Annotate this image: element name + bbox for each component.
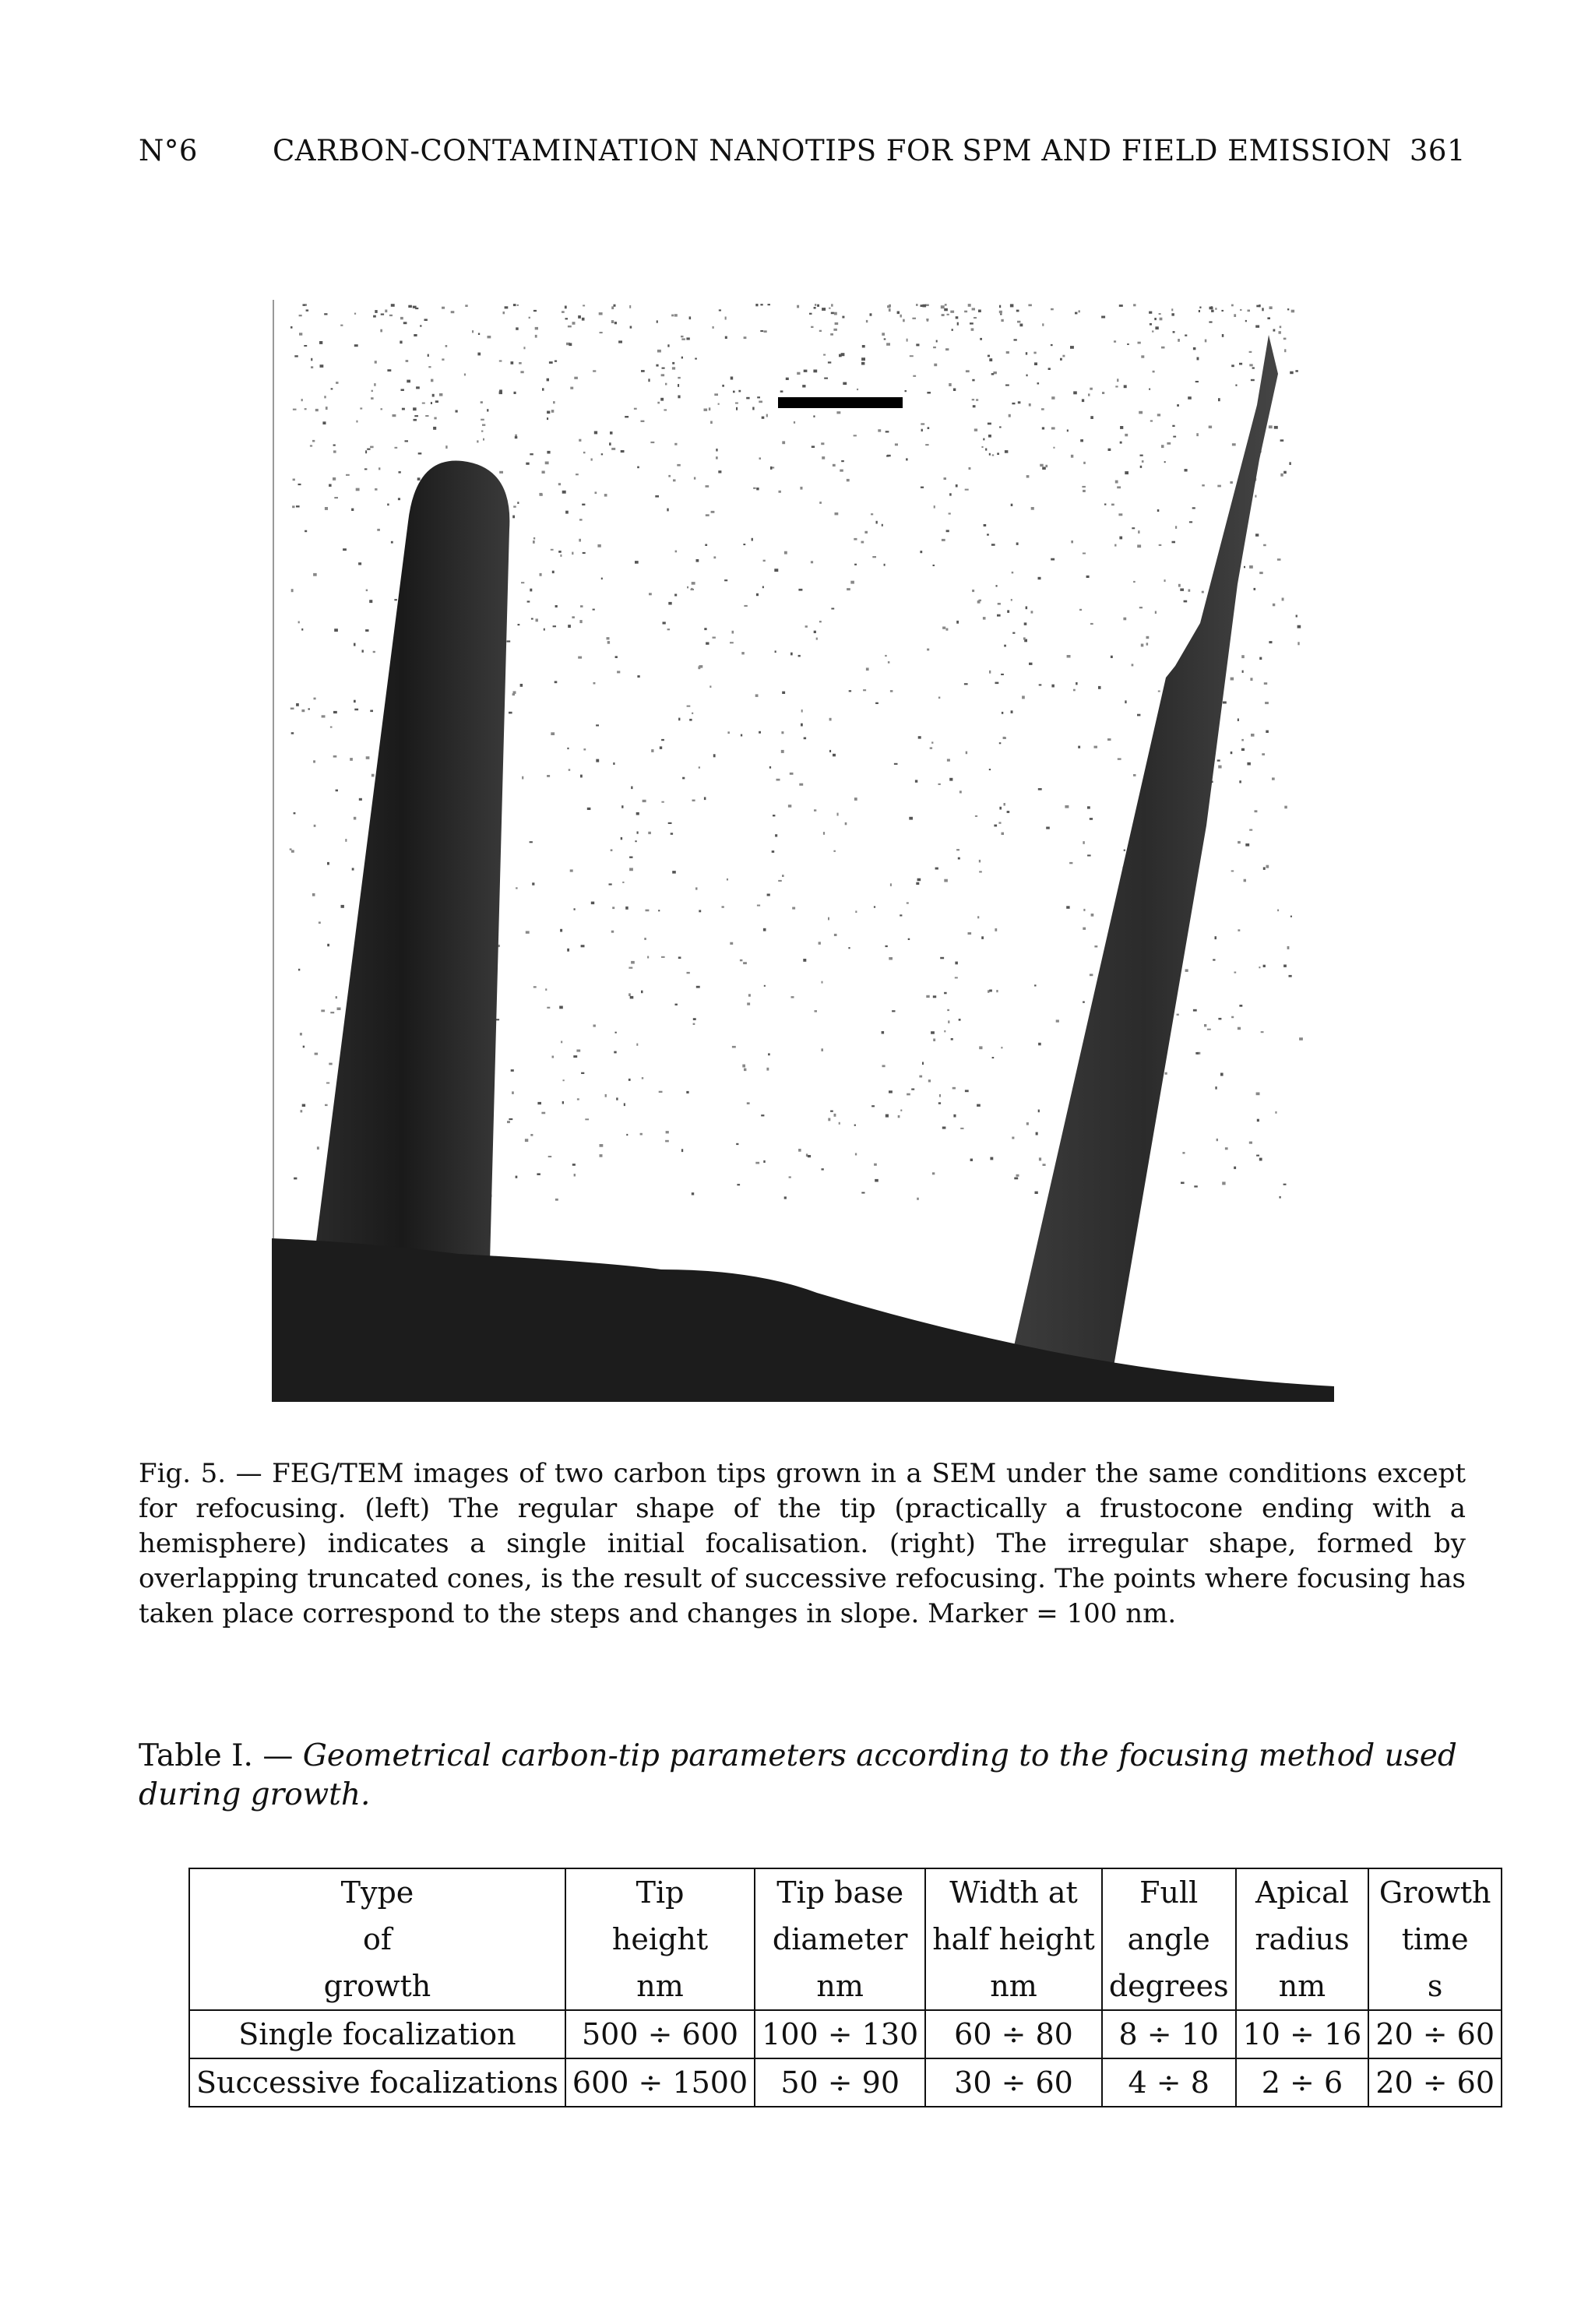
table-header-cell: Type — [189, 1868, 565, 1916]
table-header-cell: Growth — [1368, 1868, 1502, 1916]
table-cell: 60 ÷ 80 — [925, 2010, 1102, 2058]
table-header-cell: s — [1368, 1963, 1502, 2010]
table-header-row — [189, 1963, 1502, 2010]
table-header-cell: radius — [1236, 1916, 1369, 1963]
table-cell: 500 ÷ 600 — [565, 2010, 755, 2058]
table-cell: 100 ÷ 130 — [755, 2010, 925, 2058]
table-cell: 20 ÷ 60 — [1368, 2058, 1502, 2107]
running-header — [139, 134, 1466, 178]
table-header-cell: Tip — [565, 1868, 755, 1916]
parameters-table — [188, 1868, 1502, 2107]
table-header-cell: Width at — [925, 1868, 1102, 1916]
table-caption-text: Geometrical carbon-tip parameters according to the focusing method used during growth. — [139, 1738, 1457, 1812]
table-cell: Successive focalizations — [189, 2058, 565, 2107]
table-caption-label: Table I. — [139, 1738, 253, 1773]
table-caption — [139, 1737, 1466, 1815]
table-cell: 2 ÷ 6 — [1236, 2058, 1369, 2107]
table-header-cell: angle — [1102, 1916, 1236, 1963]
figure-caption-label: Fig. 5. — [139, 1458, 227, 1489]
table-cell: 30 ÷ 60 — [925, 2058, 1102, 2107]
table-row — [189, 2010, 1502, 2058]
issue-number: N°6 — [139, 134, 198, 167]
table-caption-dash: — — [262, 1738, 294, 1773]
table-header-cell: Full — [1102, 1868, 1236, 1916]
figure-caption-text: — FEG/TEM images of two carbon tips grown in a SEM under the same conditions except for refocusing. (left) The regular shape of the tip (practically a frustocone ending with a hemisphere) indicates a single initial focalisation. (right) The irregular shape, formed by overlapping truncated cones, is the result of successive refocusing. The points where focusing has taken place correspond to the steps and changes in slope. Marker = 100 nm. — [139, 1458, 1466, 1629]
table-cell: 4 ÷ 8 — [1102, 2058, 1236, 2107]
table-header — [189, 1868, 1502, 2010]
table-header-cell: degrees — [1102, 1963, 1236, 2010]
table-header-cell: Tip base — [755, 1868, 925, 1916]
table-header-cell: nm — [1236, 1963, 1369, 2010]
table-header-row — [189, 1868, 1502, 1916]
table-cell: 8 ÷ 10 — [1102, 2010, 1236, 2058]
table-header-cell: growth — [189, 1963, 565, 2010]
table-body — [189, 2010, 1502, 2107]
table-header-cell: Apical — [1236, 1868, 1369, 1916]
table-header-cell: nm — [925, 1963, 1102, 2010]
table-header-cell: height — [565, 1916, 755, 1963]
scale-bar — [778, 397, 903, 408]
table-header-cell: nm — [565, 1963, 755, 2010]
running-title: CARBON-CONTAMINATION NANOTIPS FOR SPM AND FIELD EMISSION — [273, 134, 1393, 167]
page-number: 361 — [1409, 134, 1466, 167]
table-header-cell: diameter — [755, 1916, 925, 1963]
table-row — [189, 2058, 1502, 2107]
table-header-cell: half height — [925, 1916, 1102, 1963]
tem-figure — [272, 257, 1334, 1402]
figure-caption — [139, 1456, 1466, 1632]
table-cell: 600 ÷ 1500 — [565, 2058, 755, 2107]
table-header-cell: time — [1368, 1916, 1502, 1963]
table-header-row — [189, 1916, 1502, 1963]
table-header-cell: of — [189, 1916, 565, 1963]
table-cell: Single focalization — [189, 2010, 565, 2058]
table-cell: 10 ÷ 16 — [1236, 2010, 1369, 2058]
table-cell: 20 ÷ 60 — [1368, 2010, 1502, 2058]
table-cell: 50 ÷ 90 — [755, 2058, 925, 2107]
table-header-cell: nm — [755, 1963, 925, 2010]
